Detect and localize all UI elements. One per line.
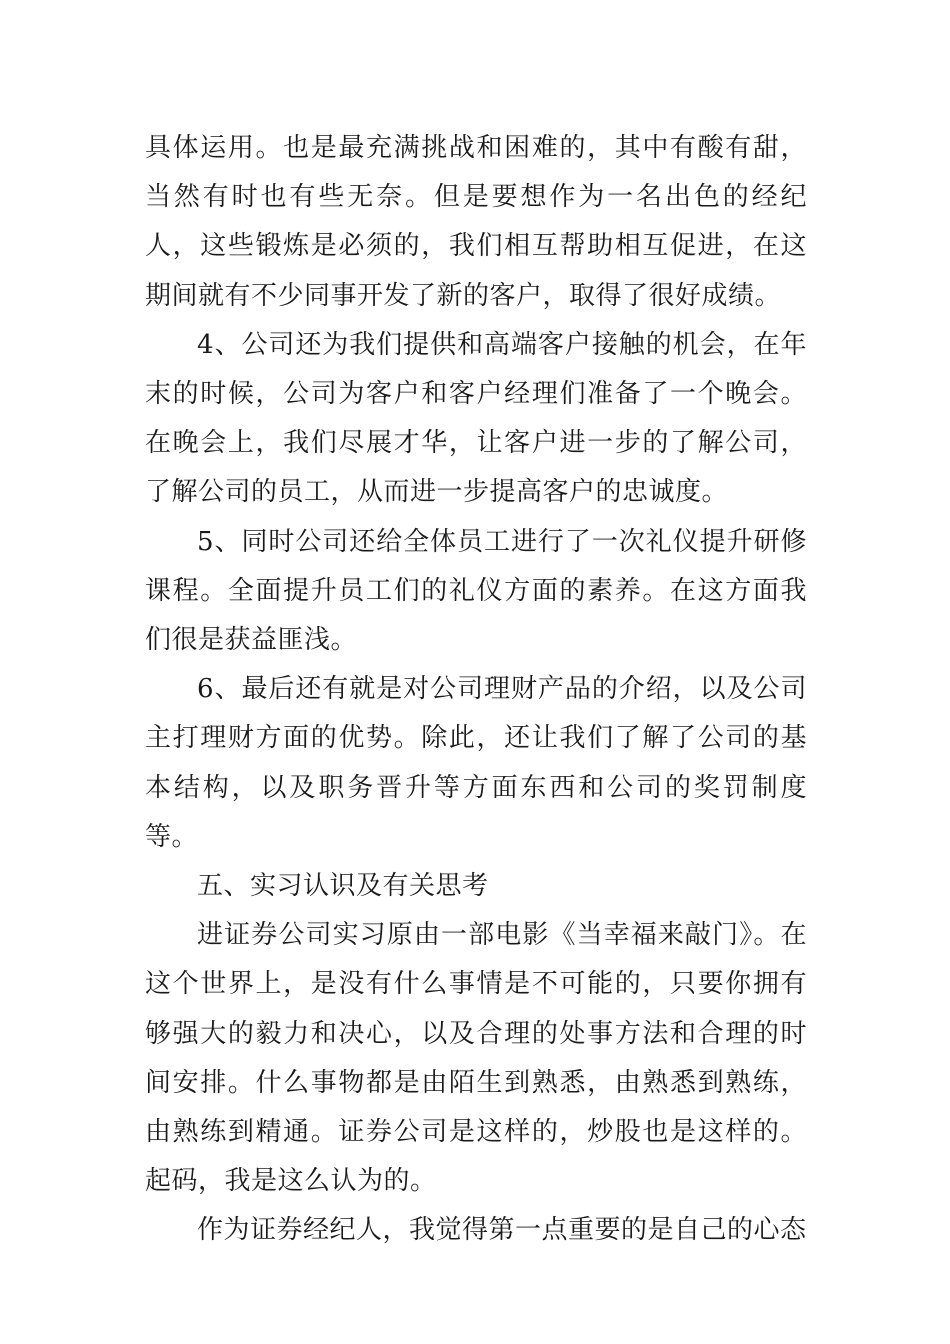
paragraph-broker-mindset: 作为证券经纪人，我觉得第一点重要的是自己的心态 (197, 1215, 807, 1246)
paragraph-item-5: 5、同时公司还给全体员工进行了一次礼仪提升研修课程。全面提升员工们的礼仪方面的素养。在这方面我们很是获益匪浅。 (145, 526, 807, 656)
paragraph-item-6: 6、最后还有就是对公司理财产品的介绍，以及公司主打理财方面的优势。除此，还让我们了解了公司的基本结构，以及职务晋升等方面东西和公司的奖罚制度等。 (145, 674, 807, 852)
paragraph-reflection: 进证券公司实习原由一部电影《当幸福来敲门》。在这个世界上，是没有什么事情是不可能的，只要你拥有够强大的毅力和决心，以及合理的处事方法和合理的时间安排。什么事物都是由陌生到熟悉，由熟悉到熟练，由熟练到精通。证券公司是这样的，炒股也是这样的。起码，我是这么认为的。 (145, 920, 807, 1197)
section-heading: 五、实习认识及有关思考 (197, 871, 489, 902)
document-body (145, 124, 807, 1256)
paragraph-item-4: 4、公司还为我们提供和高端客户接触的机会，在年末的时候，公司为客户和客户经理们准备了一个晚会。在晚会上，我们尽展才华，让客户进一步的了解公司，了解公司的员工，从而进一步提高客户的忠诚度。 (145, 329, 807, 508)
paragraph-continuation: 具体运用。也是最充满挑战和困难的，其中有酸有甜，当然有时也有些无奈。但是要想作为一名出色的经纪人，这些锻炼是必须的，我们相互帮助相互促进，在这期间就有不少同事开发了新的客户，取得了很好成绩。 (145, 133, 807, 311)
